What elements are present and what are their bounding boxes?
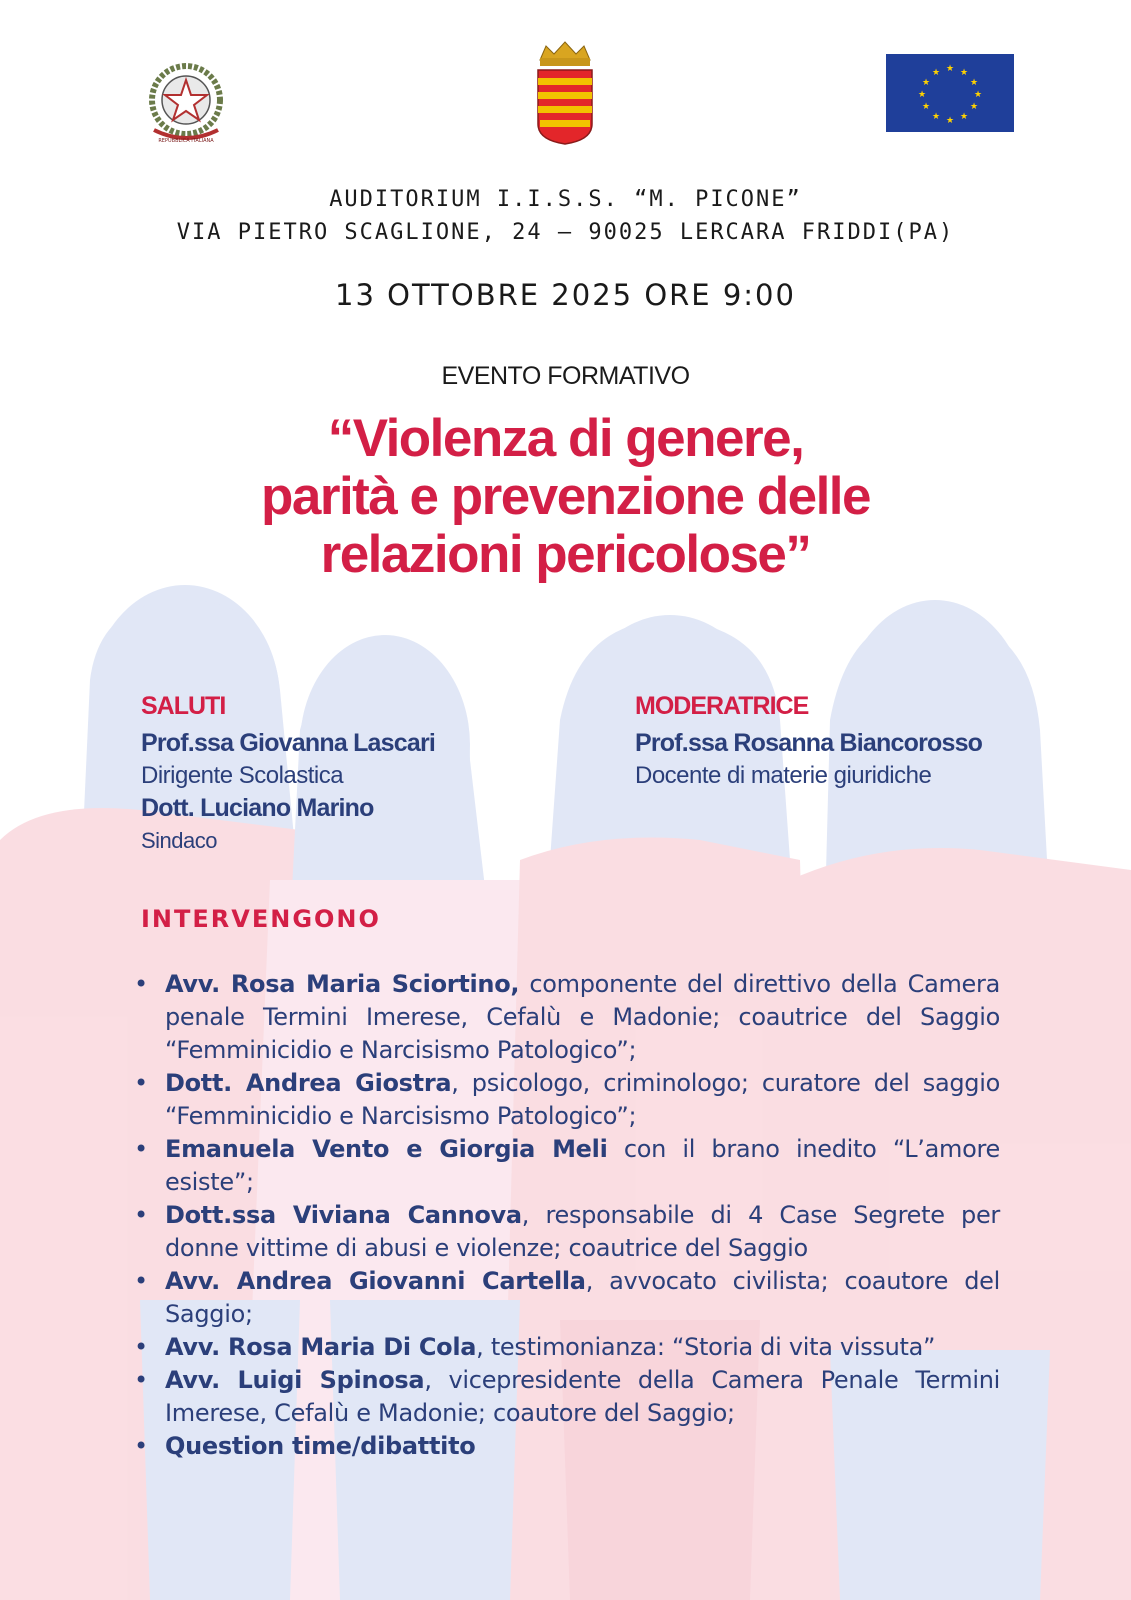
- title-line-1: “Violenza di genere,: [327, 409, 804, 468]
- municipal-coat-of-arms-icon: [534, 40, 596, 146]
- svg-text:★: ★: [921, 78, 931, 88]
- moderatrice-name: Prof.ssa Rosanna Biancorosso: [635, 729, 983, 757]
- svg-text:★: ★: [959, 68, 969, 78]
- speaker-name: Emanuela Vento e Giorgia Meli: [165, 1135, 608, 1163]
- saluti-section: [141, 692, 561, 857]
- list-item: [134, 968, 1000, 1067]
- speaker-name: Avv. Rosa Maria Sciortino,: [165, 970, 520, 998]
- title-line-2: parità e prevenzione delle: [260, 467, 870, 526]
- speaker-name: Dott.ssa Viviana Cannova: [165, 1201, 522, 1229]
- svg-text:★: ★: [945, 116, 955, 126]
- italian-republic-emblem-icon: [146, 60, 226, 148]
- venue-line-2: VIA PIETRO SCAGLIONE, 24 – 90025 LERCARA FRIDDI(PA): [176, 220, 955, 245]
- svg-text:★: ★: [969, 102, 979, 112]
- speaker-description: , responsabile di 4 Case Segrete per donne vittime di abusi e violenze; coautrice del Saggio: [165, 1201, 1000, 1262]
- speaker-description: , psicologo, criminologo; curatore del saggio “Femminicidio e Narcisismo Patologico”;: [165, 1069, 1000, 1130]
- svg-text:★: ★: [931, 68, 941, 78]
- svg-text:★: ★: [969, 78, 979, 88]
- svg-text:★: ★: [973, 90, 983, 100]
- saluti-person-name: Prof.ssa Giovanna Lascari: [141, 729, 436, 757]
- event-type: EVENTO FORMATIVO: [441, 362, 690, 390]
- speaker-description: , testimonianza: “Storia di vita vissuta”: [476, 1333, 936, 1361]
- svg-text:★: ★: [917, 90, 927, 100]
- speaker-description: , vicepresidente della Camera Penale Termini Imerese, Cefalù e Madonie; coautore del Saggio;: [165, 1366, 1001, 1427]
- saluti-heading: SALUTI: [141, 692, 226, 720]
- list-item: [134, 1265, 1000, 1331]
- title-line-3: relazioni pericolose”: [320, 525, 811, 584]
- speakers-list: [134, 968, 1000, 1463]
- event-title: [0, 410, 1131, 584]
- list-item: [134, 1331, 1000, 1364]
- svg-text:★: ★: [945, 64, 955, 74]
- list-item: [134, 1133, 1000, 1199]
- speaker-description: con il brano inedito “L’amore esiste”;: [165, 1135, 1000, 1196]
- speaker-name: Avv. Rosa Maria Di Cola: [165, 1333, 477, 1361]
- eu-flag-icon: [886, 54, 1014, 132]
- saluti-person-role: Sindaco: [141, 828, 218, 853]
- moderatrice-section: [635, 692, 1055, 792]
- speaker-name: Avv. Andrea Giovanni Cartella: [165, 1267, 586, 1295]
- saluti-person-role: Dirigente Scolastica: [141, 762, 344, 789]
- svg-text:★: ★: [931, 112, 941, 122]
- speaker-description: componente del direttivo della Camera penale Termini Imerese, Cefalù e Madonie; coautrice del Saggio “Femminicidio e Narcisismo Patologico”;: [165, 970, 1000, 1064]
- speaker-description: , avvocato civilista; coautore del Saggio;: [165, 1267, 1000, 1328]
- venue-address: [0, 183, 1131, 249]
- list-item: [134, 1364, 1000, 1430]
- intervengono-heading: INTERVENGONO: [141, 905, 381, 933]
- speaker-name: Dott. Andrea Giostra: [165, 1069, 452, 1097]
- list-item: [134, 1199, 1000, 1265]
- list-item: [134, 1430, 1000, 1463]
- saluti-person-name: Dott. Luciano Marino: [141, 794, 374, 822]
- moderatrice-heading: MODERATRICE: [635, 692, 809, 720]
- svg-text:★: ★: [921, 102, 931, 112]
- event-date: 13 OTTOBRE 2025 ORE 9:00: [335, 278, 796, 312]
- list-item: [134, 1067, 1000, 1133]
- speaker-name: Question time/dibattito: [165, 1432, 476, 1460]
- svg-text:REPUBBLICA ITALIANA: REPUBBLICA ITALIANA: [158, 138, 214, 144]
- svg-text:★: ★: [959, 112, 969, 122]
- venue-line-1: AUDITORIUM I.I.S.S. “M. PICONE”: [329, 187, 802, 212]
- moderatrice-role: Docente di materie giuridiche: [635, 762, 932, 789]
- speaker-name: Avv. Luigi Spinosa: [165, 1366, 425, 1394]
